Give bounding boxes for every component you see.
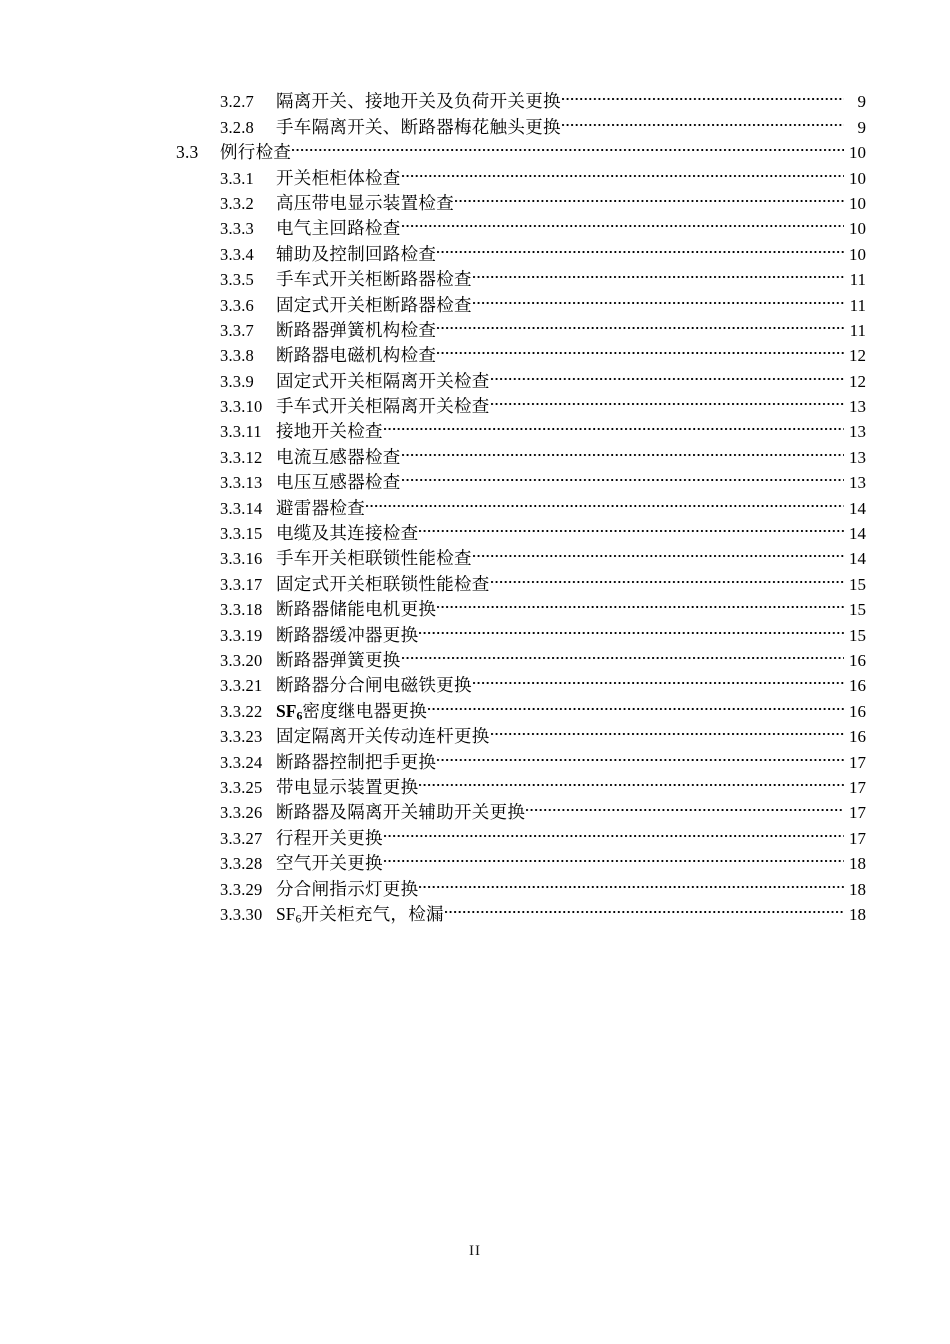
toc-page-number: 9 bbox=[857, 117, 866, 137]
toc-page-number-cell bbox=[844, 318, 950, 343]
toc-page-number: 13 bbox=[849, 422, 866, 442]
toc-entry[interactable] bbox=[0, 133, 950, 163]
toc-dot-leader bbox=[437, 742, 844, 767]
toc-page-number: 17 bbox=[849, 777, 866, 797]
toc-entry-number: 3.3.16 bbox=[220, 549, 263, 569]
toc-page-number-cell bbox=[844, 877, 950, 902]
toc-page-number: 15 bbox=[849, 625, 866, 645]
toc-page-number-cell bbox=[844, 851, 950, 876]
toc-dot-leader bbox=[473, 666, 844, 691]
toc-page-number-cell bbox=[844, 496, 950, 521]
toc-entry[interactable] bbox=[0, 895, 950, 926]
toc-page-number: 11 bbox=[849, 320, 866, 340]
toc-entry-title: 分合闸指示灯更换 bbox=[276, 878, 419, 899]
toc-entry-title: 空气开关更换 bbox=[276, 853, 383, 874]
toc-page-number-cell bbox=[844, 166, 950, 191]
toc-page-number-cell bbox=[844, 673, 950, 698]
toc-entry-number: 3.3.5 bbox=[220, 270, 254, 290]
toc-entry-title: 电流互感器检查 bbox=[276, 446, 401, 467]
toc-page-number: 17 bbox=[849, 752, 866, 772]
toc-entry-number: 3.3.3 bbox=[220, 219, 254, 239]
toc-entry-title: 断路器储能电机更换 bbox=[276, 599, 437, 620]
table-of-contents bbox=[0, 82, 950, 926]
toc-entry-number: 3.3.23 bbox=[220, 727, 263, 747]
toc-entry[interactable] bbox=[0, 691, 950, 723]
toc-entry[interactable] bbox=[0, 285, 950, 315]
toc-entry[interactable] bbox=[0, 615, 950, 645]
toc-entry-title: 断路器弹簧机构检查 bbox=[276, 319, 437, 340]
toc-dot-leader bbox=[419, 514, 844, 539]
toc-entry-number: 3.3.12 bbox=[220, 447, 263, 467]
toc-entry[interactable] bbox=[0, 666, 950, 696]
toc-page-number: 13 bbox=[849, 447, 866, 467]
toc-entry-number: 3.3.15 bbox=[220, 524, 263, 544]
toc-entry-title: 断路器弹簧更换 bbox=[276, 649, 401, 670]
toc-dot-leader bbox=[402, 463, 844, 488]
toc-dot-leader bbox=[402, 641, 844, 666]
toc-entry[interactable] bbox=[0, 793, 950, 823]
toc-entry-number: 3.3.7 bbox=[220, 320, 254, 340]
toc-page-number: 14 bbox=[849, 549, 866, 569]
toc-page-number: 16 bbox=[849, 676, 866, 696]
toc-entry-number: 3.3.19 bbox=[220, 625, 263, 645]
toc-page-number-cell bbox=[844, 597, 950, 622]
toc-dot-leader bbox=[491, 564, 844, 589]
toc-entry-number: 3.3.18 bbox=[220, 600, 263, 620]
toc-entry-number: 3.3.20 bbox=[220, 650, 263, 670]
toc-entry-number: 3.3.29 bbox=[220, 879, 263, 899]
toc-dot-leader bbox=[473, 285, 844, 310]
toc-page-number-cell bbox=[844, 826, 950, 851]
toc-page-number: 18 bbox=[849, 904, 866, 924]
toc-page-number-cell bbox=[844, 394, 950, 419]
toc-entry[interactable] bbox=[0, 234, 950, 264]
toc-page-number-cell bbox=[844, 572, 950, 597]
toc-entry-title: 断路器分合闸电磁铁更换 bbox=[276, 675, 472, 696]
toc-entry-title: 固定隔离开关传动连杆更换 bbox=[276, 726, 490, 747]
toc-entry[interactable] bbox=[0, 564, 950, 594]
toc-page-number-cell bbox=[844, 267, 950, 292]
toc-entry[interactable] bbox=[0, 742, 950, 772]
toc-page-number: 10 bbox=[849, 244, 866, 264]
toc-entry-title bbox=[276, 902, 445, 927]
toc-page-number: 13 bbox=[849, 473, 866, 493]
toc-page-number: 12 bbox=[849, 371, 866, 391]
toc-entry-title: 辅助及控制回路检查 bbox=[276, 243, 437, 264]
toc-entry-title: 带电显示装置更换 bbox=[276, 776, 419, 797]
toc-page-number: 15 bbox=[849, 600, 866, 620]
toc-page-number-cell bbox=[844, 216, 950, 241]
toc-page-number: 18 bbox=[849, 854, 866, 874]
toc-page-number-cell bbox=[844, 775, 950, 800]
toc-page-number: 16 bbox=[849, 650, 866, 670]
toc-entry-title: 例行检查 bbox=[220, 142, 292, 163]
toc-page-number-cell bbox=[844, 750, 950, 775]
toc-page-number-cell bbox=[844, 89, 950, 114]
toc-page-number: 16 bbox=[849, 727, 866, 747]
toc-page-number-cell bbox=[844, 369, 950, 394]
toc-dot-leader bbox=[473, 260, 844, 285]
toc-entry[interactable] bbox=[0, 539, 950, 569]
toc-page-number-cell bbox=[844, 191, 950, 216]
toc-page-number-cell bbox=[844, 242, 950, 267]
toc-entry[interactable] bbox=[0, 641, 950, 670]
toc-dot-leader bbox=[384, 844, 844, 869]
toc-entry-number: 3.3.14 bbox=[220, 498, 263, 518]
toc-entry[interactable] bbox=[0, 361, 950, 391]
toc-entry[interactable] bbox=[0, 590, 950, 620]
toc-page-number: 10 bbox=[849, 143, 866, 163]
toc-entry-number: 3.3.11 bbox=[220, 422, 262, 442]
toc-entry[interactable] bbox=[0, 82, 950, 112]
toc-entry[interactable] bbox=[0, 514, 950, 544]
toc-dot-leader bbox=[402, 209, 844, 234]
toc-page-number: 18 bbox=[849, 879, 866, 899]
toc-dot-leader bbox=[419, 768, 844, 793]
toc-dot-leader bbox=[526, 793, 844, 818]
toc-entry-title-text: 密度继电器更换 bbox=[302, 700, 427, 721]
toc-entry-number: 3.3.4 bbox=[220, 244, 254, 264]
toc-page-number: 12 bbox=[849, 346, 866, 366]
toc-entry[interactable] bbox=[0, 869, 950, 899]
toc-entry[interactable] bbox=[0, 158, 950, 188]
toc-dot-leader bbox=[437, 234, 844, 259]
toc-entry-title: 手车隔离开关、断路器梅花触头更换 bbox=[276, 116, 561, 137]
toc-entry-title bbox=[276, 699, 428, 724]
toc-entry-number: 3.2.8 bbox=[220, 117, 254, 137]
toc-page-number-cell bbox=[844, 419, 950, 444]
toc-page-number: 11 bbox=[849, 270, 866, 290]
toc-entry-number: 3.3.9 bbox=[220, 371, 254, 391]
toc-page-number-cell bbox=[844, 521, 950, 546]
toc-dot-leader bbox=[402, 158, 844, 183]
toc-dot-leader bbox=[491, 361, 844, 386]
toc-page-number-cell bbox=[844, 546, 950, 571]
toc-dot-leader bbox=[292, 133, 844, 158]
toc-page-number-cell bbox=[844, 445, 950, 470]
toc-page-number: 14 bbox=[849, 498, 866, 518]
toc-dot-leader bbox=[428, 691, 844, 716]
toc-page-number-cell bbox=[844, 902, 950, 927]
toc-entry-title: 隔离开关、接地开关及负荷开关更换 bbox=[276, 91, 561, 112]
toc-entry-title: 电压互感器检查 bbox=[276, 472, 401, 493]
toc-dot-leader bbox=[419, 615, 844, 640]
toc-page-number: 9 bbox=[857, 92, 866, 112]
toc-entry[interactable] bbox=[0, 437, 950, 467]
toc-page-number-cell bbox=[844, 293, 950, 318]
toc-page-number: 11 bbox=[849, 295, 866, 315]
toc-entry[interactable] bbox=[0, 818, 950, 848]
toc-entry[interactable] bbox=[0, 488, 950, 518]
toc-entry-title: 手车开关柜联锁性能检查 bbox=[276, 548, 472, 569]
toc-entry-title: 接地开关检查 bbox=[276, 421, 383, 442]
toc-page-number-cell bbox=[844, 470, 950, 495]
toc-entry-title: 断路器缓冲器更换 bbox=[276, 624, 419, 645]
toc-entry-title: 固定式开关柜联锁性能检查 bbox=[276, 573, 490, 594]
toc-entry[interactable] bbox=[0, 311, 950, 340]
toc-entry-number: 3.3.10 bbox=[220, 397, 263, 417]
toc-entry-number: 3.3.22 bbox=[220, 701, 263, 721]
toc-page-number-cell bbox=[844, 115, 950, 140]
toc-entry-number: 3.3.2 bbox=[220, 193, 254, 213]
toc-dot-leader bbox=[562, 82, 844, 107]
toc-entry-number: 3.3.26 bbox=[220, 803, 263, 823]
toc-entry-title: 开关柜柜体检查 bbox=[276, 167, 401, 188]
toc-entry[interactable] bbox=[0, 209, 950, 239]
toc-entry-title: 断路器控制把手更换 bbox=[276, 751, 437, 772]
toc-entry-number: 3.3.28 bbox=[220, 854, 263, 874]
toc-dot-leader bbox=[402, 437, 844, 462]
toc-entry-number: 3.2.7 bbox=[220, 92, 254, 112]
toc-entry-title: 断路器电磁机构检查 bbox=[276, 345, 437, 366]
toc-dot-leader bbox=[445, 895, 844, 920]
toc-entry-title: 行程开关更换 bbox=[276, 827, 383, 848]
toc-entry-number: 3.3.25 bbox=[220, 777, 263, 797]
toc-dot-leader bbox=[366, 488, 844, 513]
toc-entry-title: 断路器及隔离开关辅助开关更换 bbox=[276, 802, 526, 823]
toc-entry[interactable] bbox=[0, 717, 950, 747]
toc-page-number-cell bbox=[844, 699, 950, 724]
toc-entry[interactable] bbox=[0, 844, 950, 874]
toc-dot-leader bbox=[437, 336, 844, 361]
toc-dot-leader bbox=[419, 869, 844, 894]
toc-entry[interactable] bbox=[0, 412, 950, 442]
toc-page-number: 14 bbox=[849, 524, 866, 544]
toc-entry-number: 3.3.17 bbox=[220, 574, 263, 594]
toc-dot-leader bbox=[491, 717, 844, 742]
toc-page-number: 10 bbox=[849, 168, 866, 188]
toc-entry-number: 3.3.24 bbox=[220, 752, 263, 772]
toc-entry-title: 固定式开关柜断路器检查 bbox=[276, 294, 472, 315]
toc-page-number-cell bbox=[844, 648, 950, 673]
toc-page-number-cell bbox=[844, 724, 950, 749]
toc-page-number-cell bbox=[844, 140, 950, 165]
toc-dot-leader bbox=[437, 590, 844, 615]
toc-entry-title: 高压带电显示装置检查 bbox=[276, 192, 454, 213]
toc-entry-number: 3.3.6 bbox=[220, 295, 254, 315]
toc-dot-leader bbox=[384, 412, 844, 437]
toc-page-number: 17 bbox=[849, 828, 866, 848]
toc-entry[interactable] bbox=[0, 768, 950, 797]
toc-entry-title-text: 开关柜充气，检漏 bbox=[301, 903, 444, 924]
toc-page-number-cell bbox=[844, 800, 950, 825]
toc-dot-leader bbox=[437, 311, 844, 336]
toc-entry-number: 3.3.27 bbox=[220, 828, 263, 848]
toc-page-number: 16 bbox=[849, 701, 866, 721]
toc-page-number: 15 bbox=[849, 574, 866, 594]
toc-page-number: 13 bbox=[849, 397, 866, 417]
toc-dot-leader bbox=[455, 184, 844, 209]
toc-entry[interactable] bbox=[0, 260, 950, 290]
toc-dot-leader bbox=[562, 107, 844, 132]
toc-page-number: 10 bbox=[849, 193, 866, 213]
toc-dot-leader bbox=[491, 387, 844, 412]
toc-entry[interactable] bbox=[0, 336, 950, 366]
sf6-formula: $SF_6$ bbox=[276, 903, 302, 926]
toc-entry-number: 3.3.21 bbox=[220, 676, 263, 696]
toc-page-number: 10 bbox=[849, 219, 866, 239]
toc-entry-number: 3.3.1 bbox=[220, 168, 254, 188]
toc-dot-leader bbox=[473, 539, 844, 564]
sf6-formula: $SF_6$ bbox=[276, 700, 303, 723]
toc-dot-leader bbox=[384, 818, 844, 843]
page-number-footer: II bbox=[469, 1243, 481, 1259]
toc-page-number: 17 bbox=[849, 803, 866, 823]
toc-entry-number: 3.3 bbox=[176, 142, 199, 163]
toc-entry-title: 避雷器检查 bbox=[276, 497, 365, 518]
toc-entry-number: 3.3.8 bbox=[220, 346, 254, 366]
toc-entry-title: 手车式开关柜断路器检查 bbox=[276, 269, 472, 290]
toc-entry[interactable] bbox=[0, 463, 950, 493]
toc-page-number-cell bbox=[844, 623, 950, 648]
toc-entry-title: 固定式开关柜隔离开关检查 bbox=[276, 370, 490, 391]
toc-entry-title: 电气主回路检查 bbox=[276, 218, 401, 239]
toc-entry[interactable] bbox=[0, 184, 950, 213]
toc-page-number-cell bbox=[844, 343, 950, 368]
toc-entry-title: 电缆及其连接检查 bbox=[276, 523, 419, 544]
toc-entry-number: 3.3.30 bbox=[220, 904, 263, 924]
toc-entry-title: 手车式开关柜隔离开关检查 bbox=[276, 396, 490, 417]
toc-entry-number: 3.3.13 bbox=[220, 473, 263, 493]
